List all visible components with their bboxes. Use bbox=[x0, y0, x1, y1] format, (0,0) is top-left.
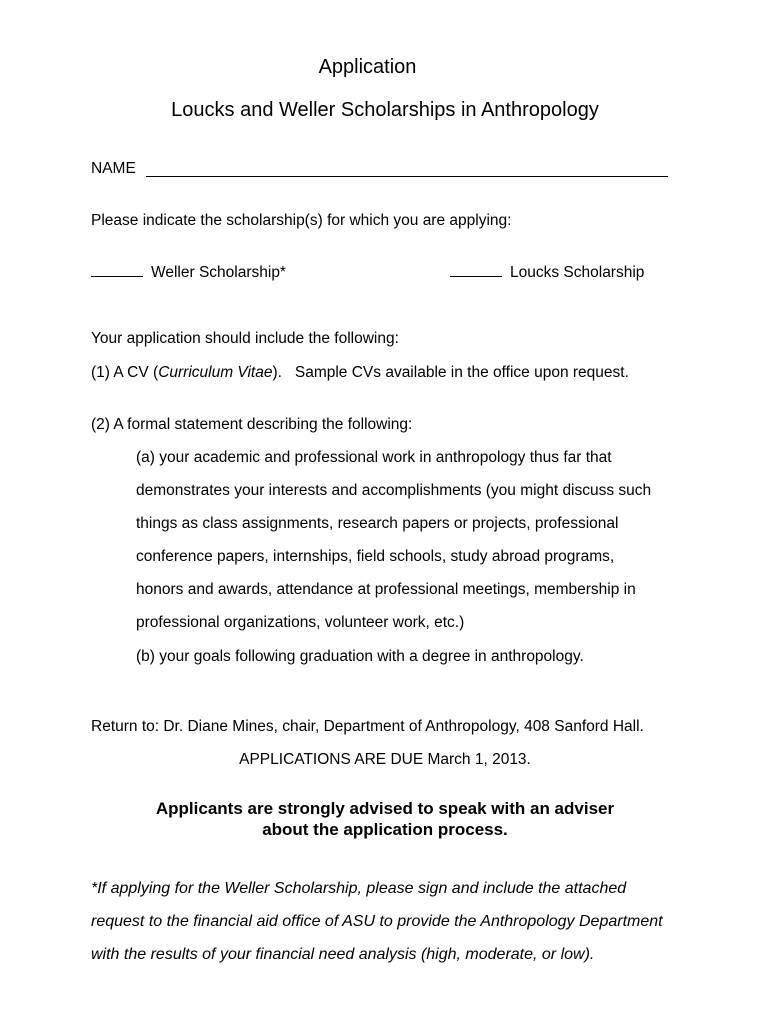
item-2a-line: conference papers, internships, field schools, study abroad programs, bbox=[136, 548, 615, 565]
item-1-suffix: ). Sample CVs available in the office upon request. bbox=[272, 364, 629, 381]
return-to: Return to: Dr. Diane Mines, chair, Department of Anthropology, 408 Sanford Hall. bbox=[91, 718, 644, 735]
advice-line-1: Applicants are strongly advised to speak with an adviser bbox=[155, 799, 615, 818]
advice-line-2: about the application process. bbox=[262, 820, 508, 839]
page-title: Application bbox=[318, 56, 417, 78]
item-2a-line: things as class assignments, research papers or projects, professional bbox=[136, 515, 619, 532]
footnote-line: with the results of your financial need analysis (high, moderate, or low). bbox=[91, 946, 595, 963]
loucks-blank[interactable] bbox=[450, 275, 502, 277]
item-2a-line: demonstrates your interests and accomplishments (you might discuss such bbox=[136, 482, 652, 499]
item-2a-line: (a) your academic and professional work in anthropology thus far that bbox=[136, 449, 612, 466]
weller-option[interactable] bbox=[91, 264, 286, 282]
item-1-prefix: (1) A CV ( bbox=[91, 364, 159, 381]
item-2a-line: honors and awards, attendance at professional meetings, membership in bbox=[136, 581, 636, 598]
item-1 bbox=[91, 364, 629, 382]
item-2: (2) A formal statement describing the following: bbox=[91, 416, 413, 433]
weller-option-label: Weller Scholarship* bbox=[151, 264, 286, 281]
loucks-option[interactable] bbox=[450, 264, 644, 282]
item-2b: (b) your goals following graduation with a degree in anthropology. bbox=[136, 648, 584, 665]
page-subtitle: Loucks and Weller Scholarships in Anthropology bbox=[171, 99, 599, 121]
footnote-line: *If applying for the Weller Scholarship, please sign and include the attached bbox=[91, 880, 627, 897]
item-2a-line: professional organizations, volunteer work, etc.) bbox=[136, 614, 465, 631]
include-intro: Your application should include the following: bbox=[91, 330, 399, 347]
weller-blank[interactable] bbox=[91, 275, 143, 277]
footnote-line: request to the financial aid office of ASU to provide the Anthropology Department bbox=[91, 913, 663, 930]
name-label: NAME bbox=[91, 160, 136, 177]
scholarship-prompt: Please indicate the scholarship(s) for which you are applying: bbox=[91, 212, 512, 229]
due-date: APPLICATIONS ARE DUE March 1, 2013. bbox=[239, 751, 531, 768]
name-field-line[interactable] bbox=[146, 176, 668, 177]
item-1-italic: Curriculum Vitae bbox=[158, 364, 273, 381]
loucks-option-label: Loucks Scholarship bbox=[510, 264, 645, 281]
